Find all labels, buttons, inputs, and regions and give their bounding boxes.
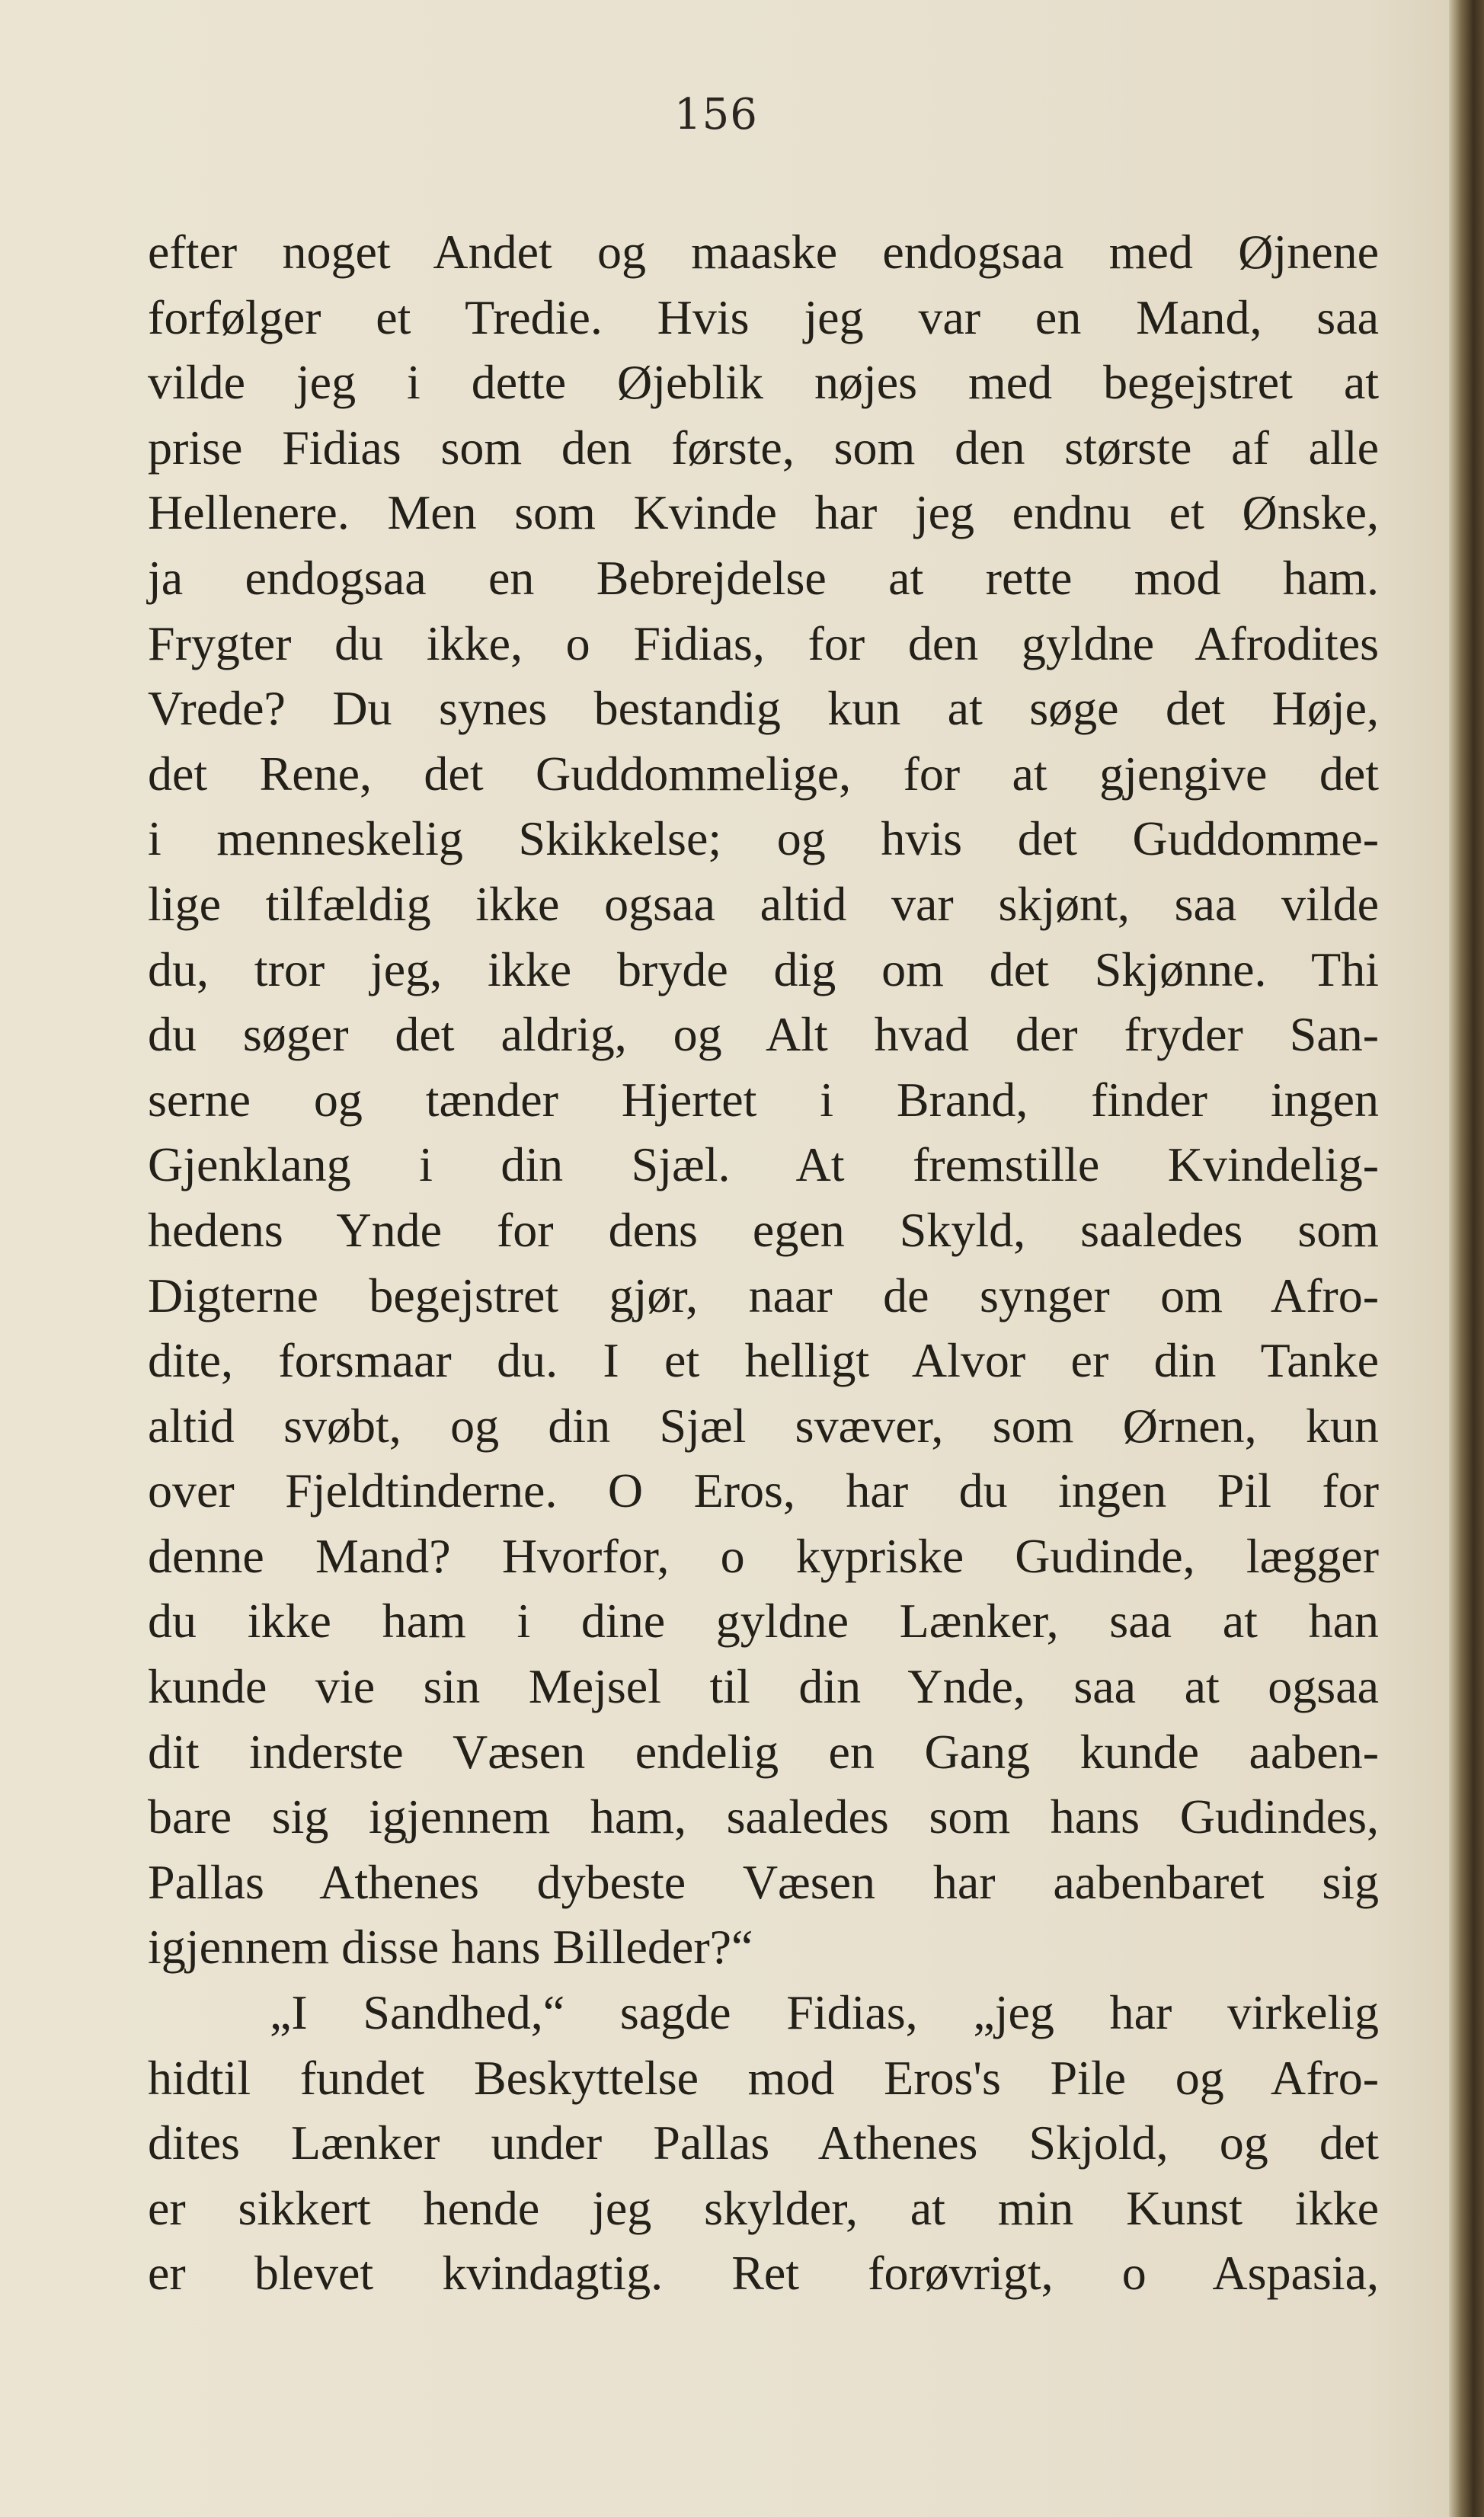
text-line: Hellenere. Men som Kvinde har jeg endnu et Ønske, — [148, 485, 1379, 540]
page-edge-shadow — [1449, 0, 1484, 2517]
body-text — [148, 219, 1379, 2306]
text-line: du ikke ham i dine gyldne Lænker, saa at han — [148, 1594, 1379, 1649]
text-line: denne Mand? Hvorfor, o kypriske Gudinde, lægger — [148, 1528, 1379, 1583]
text-line: vilde jeg i dette Øjeblik nøjes med begejstret at — [148, 355, 1379, 410]
paragraph-start-line: „I Sandhed,“ sagde Fidias, „jeg har virkelig — [270, 1985, 1379, 2040]
text-line: du søger det aldrig, og Alt hvad der fryder San- — [148, 1007, 1379, 1062]
text-line: dit inderste Væsen endelig en Gang kunde aaben- — [148, 1724, 1379, 1779]
text-line: serne og tænder Hjertet i Brand, finder ingen — [148, 1072, 1379, 1127]
text-line: dite, forsmaar du. I et helligt Alvor er din Tanke — [148, 1333, 1379, 1388]
text-line: Frygter du ikke, o Fidias, for den gyldne Afrodites — [148, 616, 1379, 670]
text-line: er blevet kvindagtig. Ret forøvrigt, o Aspasia, — [148, 2246, 1379, 2301]
text-line: Digterne begejstret gjør, naar de synger om Afro- — [148, 1268, 1379, 1322]
text-line: lige tilfældig ikke ogsaa altid var skjønt, saa vilde — [148, 876, 1379, 931]
text-line: dites Lænker under Pallas Athenes Skjold, og det — [148, 2116, 1379, 2170]
text-line: du, tror jeg, ikke bryde dig om det Skjønne. Thi — [148, 942, 1379, 996]
text-line: hidtil fundet Beskyttelse mod Eros's Pile og Afro- — [148, 2050, 1379, 2105]
text-line: prise Fidias som den første, som den største af alle — [148, 420, 1379, 475]
paragraph-end-line: igjennem disse hans Billeder?“ — [148, 1920, 753, 1975]
text-line: det Rene, det Guddommelige, for at gjengive det — [148, 746, 1379, 801]
text-line: altid svøbt, og din Sjæl svæver, som Ørnen, kun — [148, 1398, 1379, 1453]
text-line: kunde vie sin Mejsel til din Ynde, saa at ogsaa — [148, 1659, 1379, 1714]
text-line: Pallas Athenes dybeste Væsen har aabenbaret sig — [148, 1854, 1379, 1909]
text-line: Gjenklang i din Sjæl. At fremstille Kvindelig- — [148, 1137, 1379, 1192]
page-number: 156 — [674, 90, 758, 139]
text-line: ja endogsaa en Bebrejdelse at rette mod ham. — [148, 550, 1379, 605]
text-line: bare sig igjennem ham, saaledes som hans Gudindes, — [148, 1789, 1379, 1844]
text-line: over Fjeldtinderne. O Eros, har du ingen Pil for — [148, 1463, 1379, 1518]
text-line: i menneskelig Skikkelse; og hvis det Guddomme- — [148, 811, 1379, 866]
text-line: er sikkert hende jeg skylder, at min Kunst ikke — [148, 2180, 1379, 2235]
text-line: forfølger et Tredie. Hvis jeg var en Mand, saa — [148, 289, 1379, 344]
text-line: Vrede? Du synes bestandig kun at søge det Høje, — [148, 681, 1379, 736]
text-line: hedens Ynde for dens egen Skyld, saaledes som — [148, 1202, 1379, 1257]
text-line: efter noget Andet og maaske endogsaa med Øjnene — [148, 225, 1379, 279]
